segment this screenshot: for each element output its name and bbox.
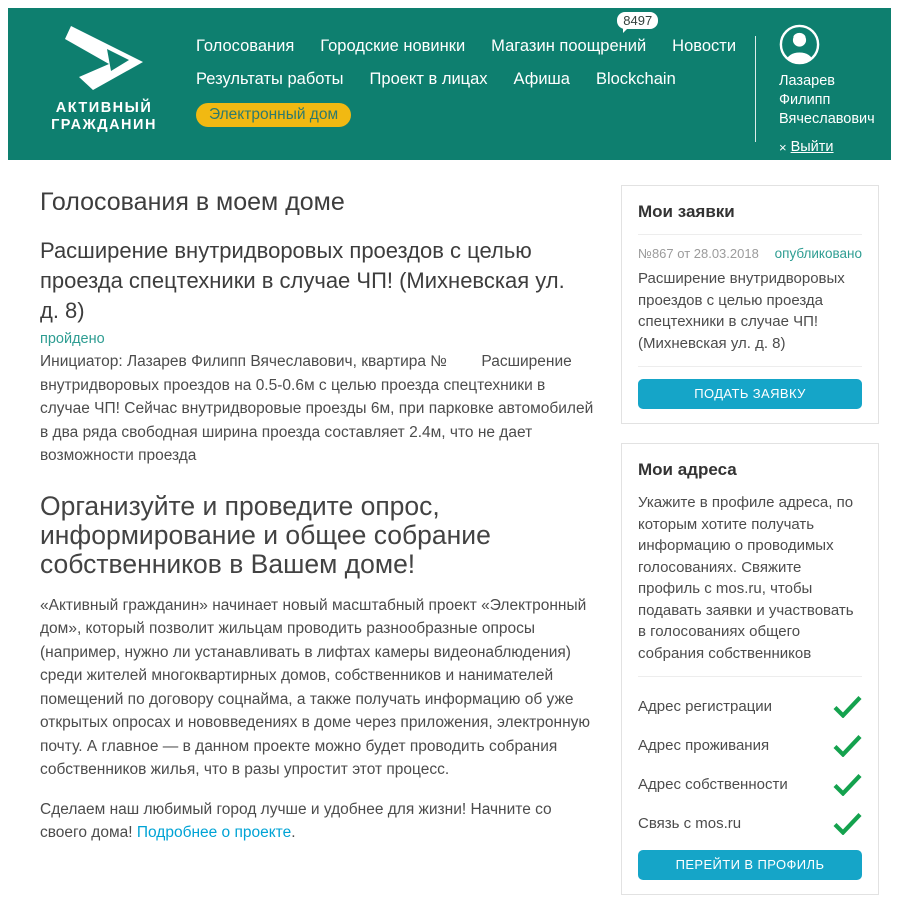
my-applications-card bbox=[621, 185, 879, 424]
address-label: Адрес регистрации bbox=[638, 697, 773, 715]
nav-item-rewards-wrap bbox=[491, 13, 653, 56]
closing-period: . bbox=[291, 824, 296, 841]
nav-item-afisha[interactable]: Афиша bbox=[513, 70, 570, 88]
nav-item-electronic-house[interactable]: Электронный дом bbox=[196, 103, 351, 127]
nav-item-project-faces[interactable]: Проект в лицах bbox=[369, 70, 488, 88]
logo[interactable] bbox=[38, 14, 170, 160]
nav-item-votings[interactable]: Голосования bbox=[196, 37, 295, 55]
application-meta-row bbox=[638, 246, 862, 261]
active-citizen-logo-icon bbox=[61, 24, 147, 92]
address-row-property bbox=[638, 772, 862, 796]
user-name bbox=[779, 72, 899, 129]
submit-application-button[interactable]: ПОДАТЬ ЗАЯВКУ bbox=[638, 379, 862, 409]
logo-line1: АКТИВНЫЙ bbox=[55, 100, 153, 116]
user-avatar[interactable] bbox=[779, 24, 820, 65]
address-row-registration bbox=[638, 694, 862, 718]
card-divider bbox=[638, 366, 862, 367]
rewards-count-badge: 8497 bbox=[617, 12, 658, 29]
address-row-mosru bbox=[638, 811, 862, 835]
nav-row-3 bbox=[196, 103, 762, 127]
application-number: №867 от 28.03.2018 bbox=[638, 246, 759, 261]
nav-item-blockchain[interactable]: Blockchain bbox=[595, 70, 676, 88]
checkmark-icon bbox=[833, 695, 862, 718]
nav-row-2 bbox=[196, 70, 762, 89]
vote-description: Инициатор: Лазарев Филипп Вячеславович, квартира № Расширение внутридворовых проездов на 0.5-0.6м с целью проезда спецтехники в случае ЧП! Сейчас внутридворовые проезды 6м, при парковке автомобилей в два ряда свободная ширина проезда составляет 2.4м, что не дает возможности проезда bbox=[40, 353, 594, 464]
closing-paragraph bbox=[40, 798, 597, 845]
application-status-badge: опубликовано bbox=[774, 246, 862, 261]
my-applications-title: Мои заявки bbox=[638, 202, 735, 221]
address-label: Адрес собственности bbox=[638, 775, 788, 793]
address-label: Связь с mos.ru bbox=[638, 814, 742, 832]
user-name-line3: Вячеславович bbox=[779, 111, 875, 127]
nav-item-city-novelties[interactable]: Городские новинки bbox=[320, 37, 466, 55]
nav-item-work-results[interactable]: Результаты работы bbox=[196, 70, 344, 88]
user-name-line2: Филипп bbox=[779, 92, 831, 108]
main-column bbox=[40, 185, 597, 895]
user-name-line1: Лазарев bbox=[779, 73, 835, 89]
my-addresses-text: Укажите в профиле адреса, по которым хотите получать информацию о проводимых голосованиях. Свяжите профиль с mos.ru, чтобы подавать заявки и участвовать в голосованиях общего собрания собственников bbox=[638, 494, 854, 662]
user-block bbox=[779, 24, 899, 157]
section-description: «Активный гражданин» начинает новый масштабный проект «Электронный дом», который позволит жильцам проводить разнообразные опросы (например, нужно ли устанавливать в лифтах камеры видеонаблюдения) среди жителей многоквартирных домов, собственников и нанимателей помещений по договору соцнайма, а также получать информацию об уже открытых опросах и нововведениях в доме через приложения, электронную почту. А главное — в данном проекте можно будет проводить собрания собственников жилья, что в разы упростит этот процесс. bbox=[40, 596, 591, 778]
logout-link[interactable] bbox=[779, 139, 834, 155]
main-nav bbox=[196, 13, 762, 160]
logo-wordmark bbox=[38, 100, 170, 134]
logo-line2: ГРАЖДАНИН bbox=[51, 117, 157, 133]
go-to-profile-button[interactable]: ПЕРЕЙТИ В ПРОФИЛЬ bbox=[638, 850, 862, 880]
nav-row-1 bbox=[196, 13, 762, 56]
content bbox=[0, 160, 900, 915]
address-label: Адрес проживания bbox=[638, 736, 770, 754]
section-title: Организуйте и проведите опрос, информирование и общее собрание собственников в Вашем доме! bbox=[40, 490, 491, 579]
closing-text: Сделаем наш любимый город лучше и удобнее для жизни! Начните со своего дома! bbox=[40, 800, 552, 841]
logout-x-icon: × bbox=[779, 139, 787, 155]
my-addresses-title: Мои адреса bbox=[638, 460, 737, 479]
card-divider bbox=[638, 234, 862, 235]
project-details-link[interactable]: Подробнее о проекте bbox=[136, 824, 292, 841]
header bbox=[8, 8, 891, 160]
header-divider bbox=[755, 36, 756, 142]
vote-title: Расширение внутридворовых проездов с целью проезда спецтехники в случае ЧП! (Михневская ул. д. 8) bbox=[40, 238, 565, 323]
checkmark-icon bbox=[833, 773, 862, 796]
checkmark-icon bbox=[833, 812, 862, 835]
card-divider bbox=[638, 676, 862, 677]
checkmark-icon bbox=[833, 734, 862, 757]
page-title: Голосования в моем доме bbox=[40, 188, 345, 216]
logout-label: Выйти bbox=[790, 139, 834, 155]
application-description: Расширение внутридворовых проездов с целью проезда спецтехники в случае ЧП! (Михневская ул. д. 8) bbox=[638, 270, 845, 352]
sidebar bbox=[621, 185, 879, 895]
vote-status-badge: пройдено bbox=[40, 331, 105, 347]
nav-item-rewards-shop[interactable]: Магазин поощрений bbox=[491, 37, 647, 55]
address-row-residence bbox=[638, 733, 862, 757]
nav-item-news[interactable]: Новости bbox=[672, 37, 737, 55]
my-addresses-card bbox=[621, 443, 879, 895]
